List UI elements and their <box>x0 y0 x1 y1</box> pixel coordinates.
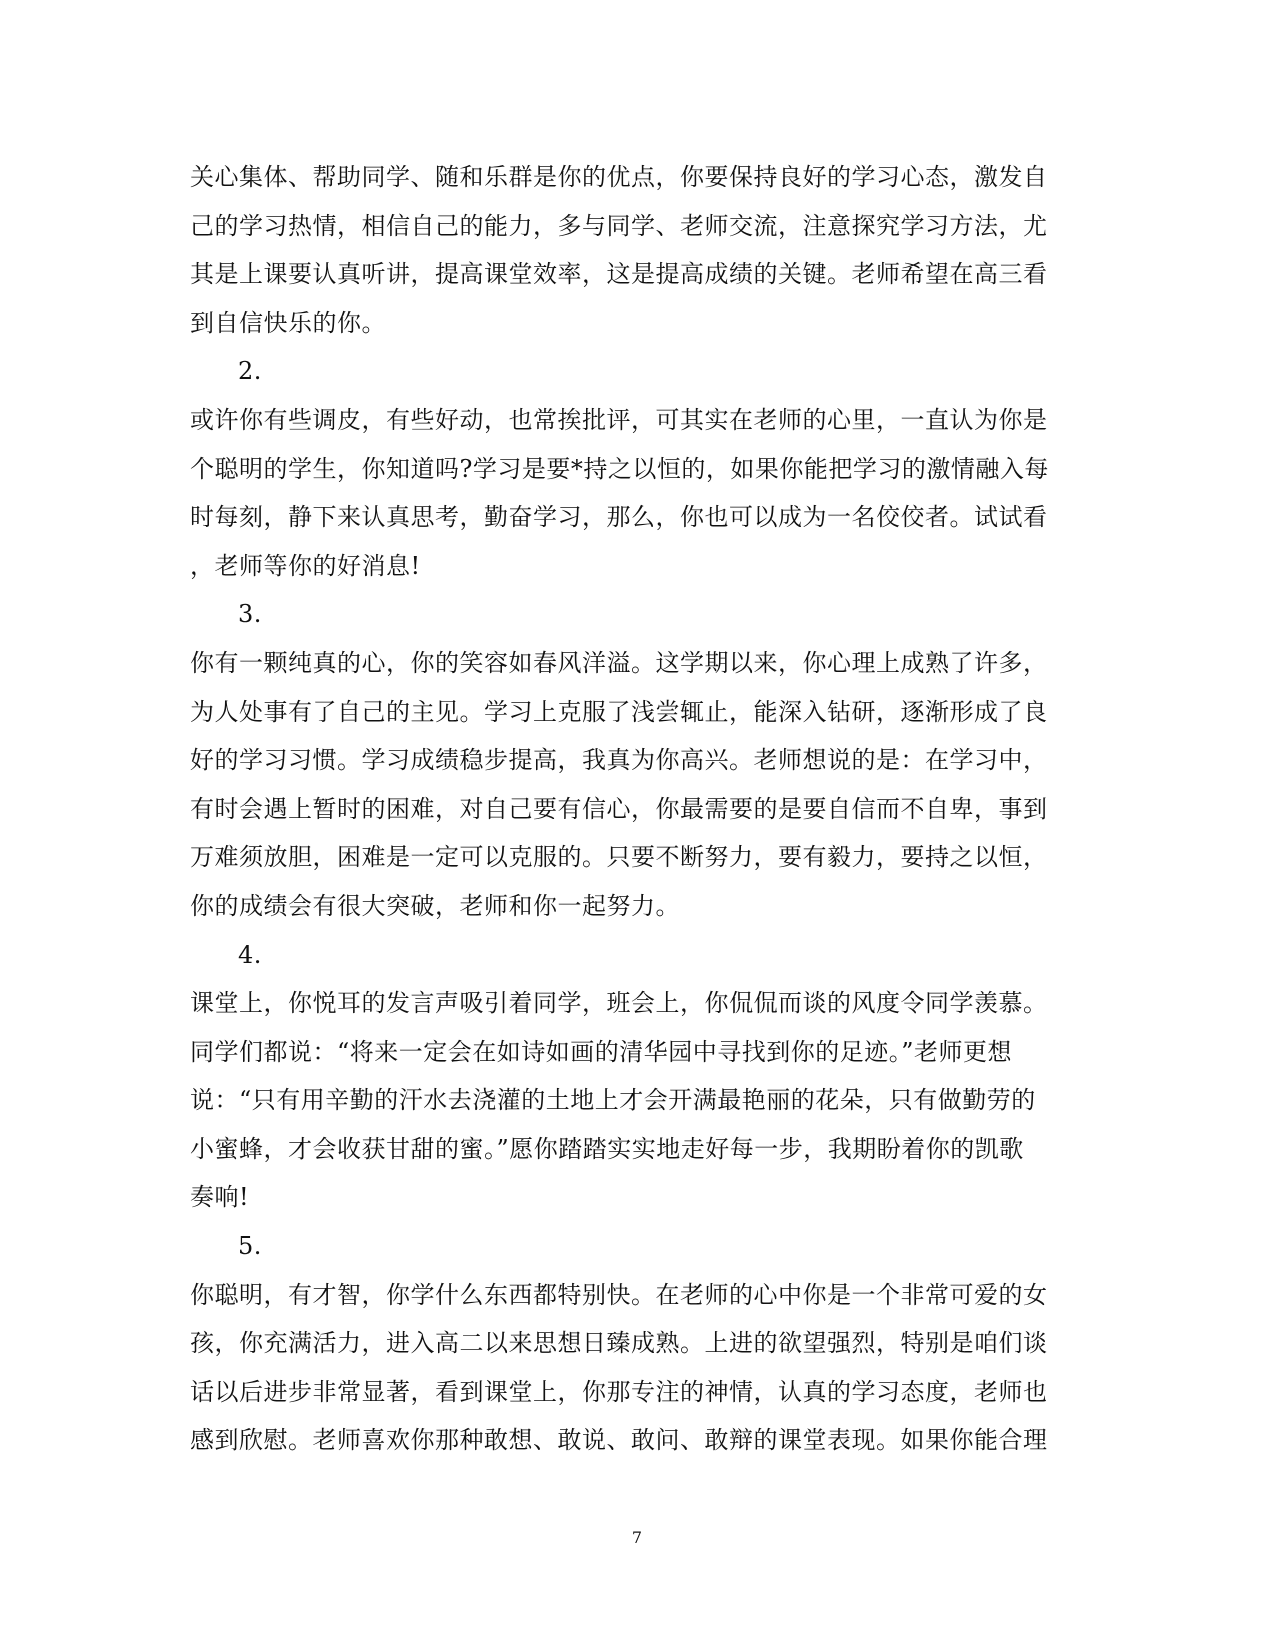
text-line: 孩，你充满活力，进入高二以来思想日臻成熟。上进的欲望强烈，特别是咱们谈 <box>190 1329 1048 1358</box>
page-number: 7 <box>631 1528 643 1547</box>
text-line: 奏响! <box>190 1183 250 1212</box>
item-number: 5. <box>238 1232 262 1261</box>
text-line: 你有一颗纯真的心，你的笑容如春风洋溢。这学期以来，你心理上成熟了许多， <box>190 648 1048 677</box>
item-number: 2. <box>238 357 262 386</box>
text-line: 小蜜蜂，才会收获甘甜的蜜。”愿你踏踏实实地走好每一步，我期盼着你的凯歌 <box>190 1134 1024 1163</box>
text-line: 或许你有些调皮，有些好动，也常挨批评，可其实在老师的心里，一直认为你是 <box>190 405 1048 434</box>
text-line: ，老师等你的好消息! <box>190 551 421 580</box>
text-line: 你的成绩会有很大突破，老师和你一起努力。 <box>190 891 680 920</box>
text-line: 其是上课要认真听讲，提高课堂效率，这是提高成绩的关键。老师希望在高三看 <box>190 260 1048 289</box>
text-line: 为人处事有了自己的主见。学习上克服了浅尝辄止，能深入钻研，逐渐形成了良 <box>190 697 1048 726</box>
text-line: 时每刻，静下来认真思考，勤奋学习，那么，你也可以成为一名佼佼者。试试看 <box>190 503 1048 532</box>
text-line: 己的学习热情，相信自己的能力，多与同学、老师交流，注意探究学习方法，尤 <box>190 211 1048 240</box>
text-line: 你聪明，有才智，你学什么东西都特别快。在老师的心中你是一个非常可爱的女 <box>190 1280 1048 1309</box>
text-line: 同学们都说：“将来一定会在如诗如画的清华园中寻找到你的足迹。”老师更想 <box>190 1037 1013 1066</box>
text-line: 万难须放胆，困难是一定可以克服的。只要不断努力，要有毅力，要持之以恒， <box>190 843 1048 872</box>
text-line: 关心集体、帮助同学、随和乐群是你的优点，你要保持良好的学习心态，激发自 <box>190 163 1048 191</box>
text-line: 到自信快乐的你。 <box>190 308 386 337</box>
text-line: 好的学习习惯。学习成绩稳步提高，我真为你高兴。老师想说的是：在学习中， <box>190 746 1048 775</box>
text-line: 个聪明的学生，你知道吗?学习是要*持之以恒的，如果你能把学习的激情融入每 <box>190 454 1049 483</box>
text-line: 说：“只有用辛勤的汗水去浇灌的土地上才会开满最艳丽的花朵，只有做勤劳的 <box>190 1086 1036 1115</box>
text-line: 课堂上，你悦耳的发言声吸引着同学，班会上，你侃侃而谈的风度令同学羡慕。 <box>190 989 1048 1018</box>
document-body <box>190 153 1070 1465</box>
text-line: 感到欣慰。老师喜欢你那种敢想、敢说、敢问、敢辩的课堂表现。如果你能合理 <box>190 1426 1048 1455</box>
item-number: 4. <box>238 940 262 969</box>
text-line: 话以后进步非常显著，看到课堂上，你那专注的神情，认真的学习态度，老师也 <box>190 1377 1048 1406</box>
item-number: 3. <box>238 600 262 629</box>
text-line: 有时会遇上暂时的困难，对自己要有信心，你最需要的是要自信而不自卑，事到 <box>190 794 1048 823</box>
